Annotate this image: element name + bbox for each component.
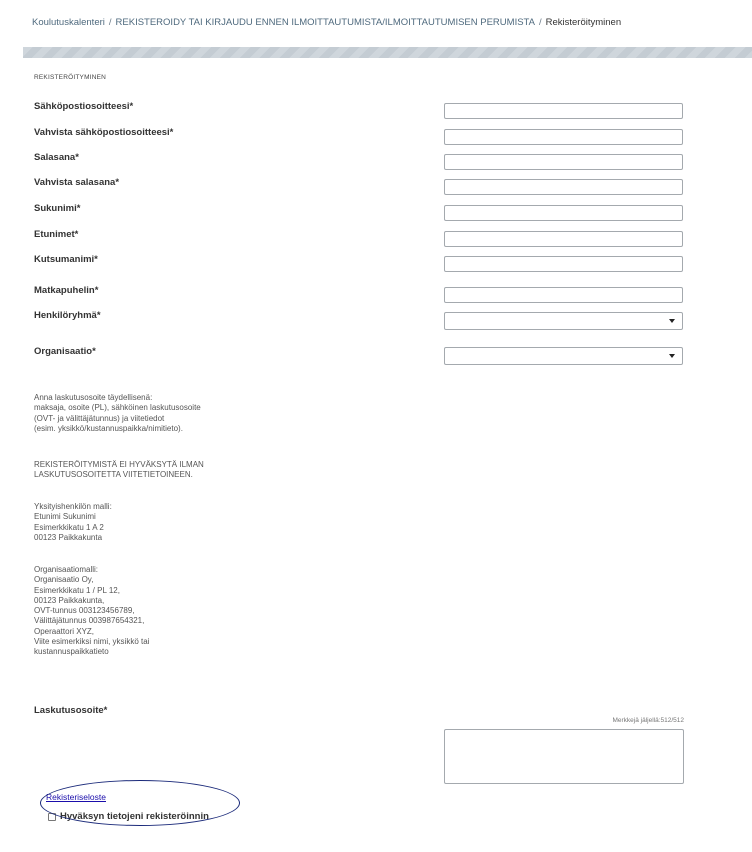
info-line: Yksityishenkilön malli: bbox=[34, 502, 112, 511]
info-line: Operaattori XYZ, bbox=[34, 626, 95, 636]
organization-select[interactable] bbox=[444, 347, 683, 365]
password-input[interactable] bbox=[444, 154, 683, 170]
chevron-down-icon bbox=[669, 319, 675, 323]
consent-checkbox[interactable] bbox=[48, 813, 56, 821]
info-line: Esimerkkikatu 1 / PL 12, bbox=[34, 585, 120, 595]
info-line: kustannuspaikkatieto bbox=[34, 647, 109, 657]
info-line: (OVT- ja välittäjätunnus) ja viitetiedot bbox=[34, 413, 165, 423]
char-counter: Merkkejä jäljellä:512/512 bbox=[612, 717, 684, 724]
private-person-example bbox=[34, 502, 112, 543]
info-line: Anna laskutusosoite täydellisenä: bbox=[34, 393, 153, 402]
billing-address-label: Laskutusosoite* bbox=[34, 705, 108, 716]
email-label: Sähköpostiosoitteesi* bbox=[34, 101, 134, 112]
info-line: Organisaatio Oy, bbox=[34, 575, 94, 585]
info-line: 00123 Paikkakunta, bbox=[34, 595, 105, 605]
person-group-select[interactable] bbox=[444, 312, 683, 330]
breadcrumb-separator: / bbox=[108, 17, 112, 28]
billing-instructions bbox=[34, 393, 201, 434]
password-confirm-label: Vahvista salasana* bbox=[34, 177, 120, 188]
info-line: Etunimi Sukunimi bbox=[34, 512, 96, 522]
billing-address-textarea[interactable] bbox=[444, 729, 684, 784]
breadcrumb-separator: / bbox=[538, 17, 542, 28]
first-names-label: Etunimet* bbox=[34, 229, 79, 240]
info-line: Välittäjätunnus 003987654321, bbox=[34, 616, 145, 626]
consent-label: Hyväksyn tietojeni rekisteröinnin bbox=[60, 811, 209, 822]
consent-row[interactable] bbox=[48, 811, 209, 822]
first-names-input[interactable] bbox=[444, 231, 683, 247]
info-line: REKISTERÖITYMISTÄ EI HYVÄKSYTÄ ILMAN bbox=[34, 460, 204, 469]
organization-example bbox=[34, 565, 149, 658]
password-confirm-input[interactable] bbox=[444, 179, 683, 195]
chevron-down-icon bbox=[669, 354, 675, 358]
breadcrumb-item-current: Rekisteröityminen bbox=[545, 17, 622, 28]
info-line: 00123 Paikkakunta bbox=[34, 532, 103, 542]
info-line: Organisaatiomalli: bbox=[34, 565, 99, 574]
last-name-label: Sukunimi* bbox=[34, 203, 81, 214]
last-name-input[interactable] bbox=[444, 205, 683, 221]
person-group-label: Henkilöryhmä* bbox=[34, 310, 101, 321]
breadcrumb-item-register-or-login[interactable]: REKISTEROIDY TAI KIRJAUDU ENNEN ILMOITTAUTUMISTA/ILMOITTAUTUMISEN PERUMISTA bbox=[115, 17, 535, 28]
info-line: maksaja, osoite (PL), sähköinen laskutusosoite bbox=[34, 403, 201, 413]
email-confirm-input[interactable] bbox=[444, 129, 683, 145]
registry-statement-link[interactable]: Rekisteriseloste bbox=[46, 792, 106, 802]
nickname-label: Kutsumanimi* bbox=[34, 254, 98, 265]
email-confirm-label: Vahvista sähköpostiosoitteesi* bbox=[34, 127, 174, 138]
breadcrumb bbox=[32, 17, 621, 28]
billing-warning bbox=[34, 460, 204, 481]
nickname-input[interactable] bbox=[444, 256, 683, 272]
info-line: Esimerkkikatu 1 A 2 bbox=[34, 522, 104, 532]
email-input[interactable] bbox=[444, 103, 683, 119]
info-line: (esim. yksikkö/kustannuspaikka/nimitieto). bbox=[34, 423, 183, 433]
section-title: REKISTERÖITYMINEN bbox=[34, 74, 107, 81]
info-line: OVT-tunnus 003123456789, bbox=[34, 606, 135, 616]
mobile-input[interactable] bbox=[444, 287, 683, 303]
password-label: Salasana* bbox=[34, 152, 79, 163]
mobile-label: Matkapuhelin* bbox=[34, 285, 99, 296]
info-line: Viite esimerkiksi nimi, yksikkö tai bbox=[34, 637, 150, 647]
organization-label: Organisaatio* bbox=[34, 346, 96, 357]
header-band bbox=[23, 47, 752, 58]
breadcrumb-item-training-calendar[interactable]: Koulutuskalenteri bbox=[32, 17, 105, 28]
info-line: LASKUTUSOSOITETTA VIITETIETOINEEN. bbox=[34, 470, 193, 480]
